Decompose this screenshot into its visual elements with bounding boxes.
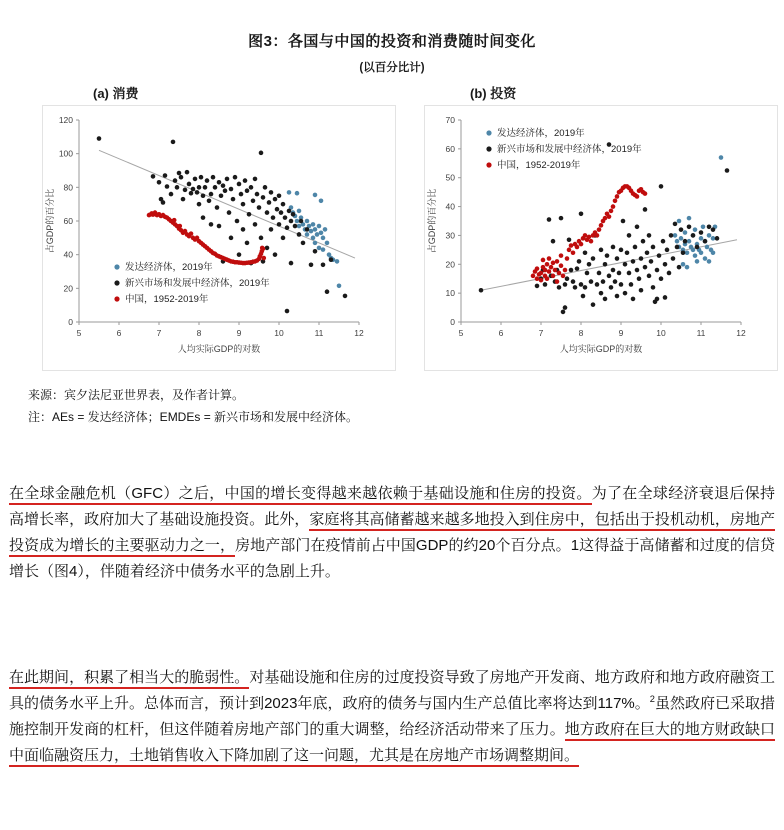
x-tick-label: 5 [76,328,82,338]
text-segment: 对基础设施和住房的过度投资导致了房地产开发商、地方政府和地方政府融资工具的债务水平上升。总体而言，预计到2023年底，政府的债务与国内生产总值比率将达到117%。 [9,669,775,712]
y-tick-label: 60 [63,216,73,226]
y-tick-label: 50 [445,172,455,183]
y-tick-label: 120 [58,115,73,125]
figure-header [0,30,784,75]
consumption-scatter-chart [42,105,396,371]
y-tick-label: 0 [450,317,455,327]
text-segment: 为了在全球经济衰退后保持高增长率，政府加大了基础设施投资。此外， [9,485,775,528]
x-tick-label: 10 [656,328,666,338]
legend-label: 中国，1952-2019年 [125,294,209,305]
scatter-plot [425,106,777,370]
text-segment: 虽然政府已采取措施控制开发商的杠杆，但这伴随着房地产部门的重大调整，给经济活动带来了压力。 [9,695,775,738]
x-tick-label: 12 [736,328,746,338]
x-tick-label: 7 [156,328,162,338]
y-tick-label: 30 [445,230,455,241]
y-tick-label: 80 [63,182,73,193]
x-tick-label: 9 [236,328,242,338]
y-tick-label: 10 [445,288,455,299]
legend-label: 新兴市场和发展中经济体，2019年 [497,144,642,155]
figure-notes [28,385,784,427]
text-segment: 房地产部门在疫情前占中国GDP的约20个百分点。1这得益于高储蓄和过度的信贷增长（图4），伴随着经济中债务水平的急剧上升。 [9,537,775,580]
x-tick-label: 9 [618,328,624,338]
series-points [287,190,342,288]
body-paragraph-2 [9,665,775,769]
figure-note: 注：AEs = 发达经济体；EMDEs = 新兴市场和发展中经济体。 [28,410,359,424]
x-tick-label: 7 [538,328,544,338]
y-axis-title: 占GDP的百分比 [45,188,55,254]
y-tick-label: 20 [63,283,73,294]
legend-label: 新兴市场和发展中经济体，2019年 [125,278,270,289]
y-tick-label: 70 [445,115,455,125]
x-tick-label: 10 [274,328,284,338]
series-points [147,210,266,265]
legend-label: 发达经济体，2019年 [497,128,585,139]
y-tick-label: 60 [445,143,455,154]
x-tick-label: 6 [498,328,504,338]
investment-scatter-chart [424,105,778,371]
legend-label: 发达经济体，2019年 [125,262,213,273]
legend [486,127,642,171]
underlined-text-segment: 地方政府在巨大的地方财政缺口中面临融资压力，土地销售收入下降加剧了这一问题，尤其是在房地产市场调整期间。 [9,721,775,767]
series-points [673,155,724,269]
x-tick-label: 8 [196,328,202,338]
x-tick-label: 8 [578,328,584,338]
charts-row [0,105,784,371]
x-tick-label: 5 [458,328,464,338]
panel-label-row [0,83,784,103]
x-tick-label: 11 [696,328,706,338]
y-tick-label: 0 [68,317,73,327]
x-axis-title: 人均实际GDP的对数 [559,344,643,354]
y-axis-title: 占GDP的百分比 [427,188,437,254]
panel-a-label: (a) 消费 [93,86,139,101]
x-axis-title: 人均实际GDP的对数 [177,344,261,354]
legend-label: 中国，1952-2019年 [497,160,581,171]
x-tick-label: 11 [314,328,324,338]
body-paragraph-1 [9,481,775,585]
figure-title: 图3：各国与中国的投资和消费随时间变化 [248,33,536,50]
y-tick-label: 20 [445,259,455,270]
text-segment: 2 [649,694,655,704]
y-tick-label: 40 [445,201,455,212]
figure-source: 来源：宾夕法尼亚世界表，及作者计算。 [28,388,245,402]
underlined-text-segment: 在此期间，积累了相当大的脆弱性。 [9,669,249,689]
panel-b-label: (b) 投资 [470,86,517,101]
x-tick-label: 6 [116,328,122,338]
y-tick-label: 100 [58,148,73,159]
figure-subtitle: (以百分比计) [359,62,425,74]
y-tick-label: 40 [63,249,73,260]
underlined-text-segment: 在全球金融危机（GFC）之后，中国的增长变得越来越依赖于基础设施和住房的投资。 [9,485,592,505]
underlined-text-segment: 家庭将其高储蓄越来越多地投入到住房中，包括出于投机动机，房地产投资成为增长的主要驱动力之一， [9,511,775,557]
x-tick-label: 12 [354,328,364,338]
legend [114,261,270,305]
scatter-plot [43,106,395,370]
